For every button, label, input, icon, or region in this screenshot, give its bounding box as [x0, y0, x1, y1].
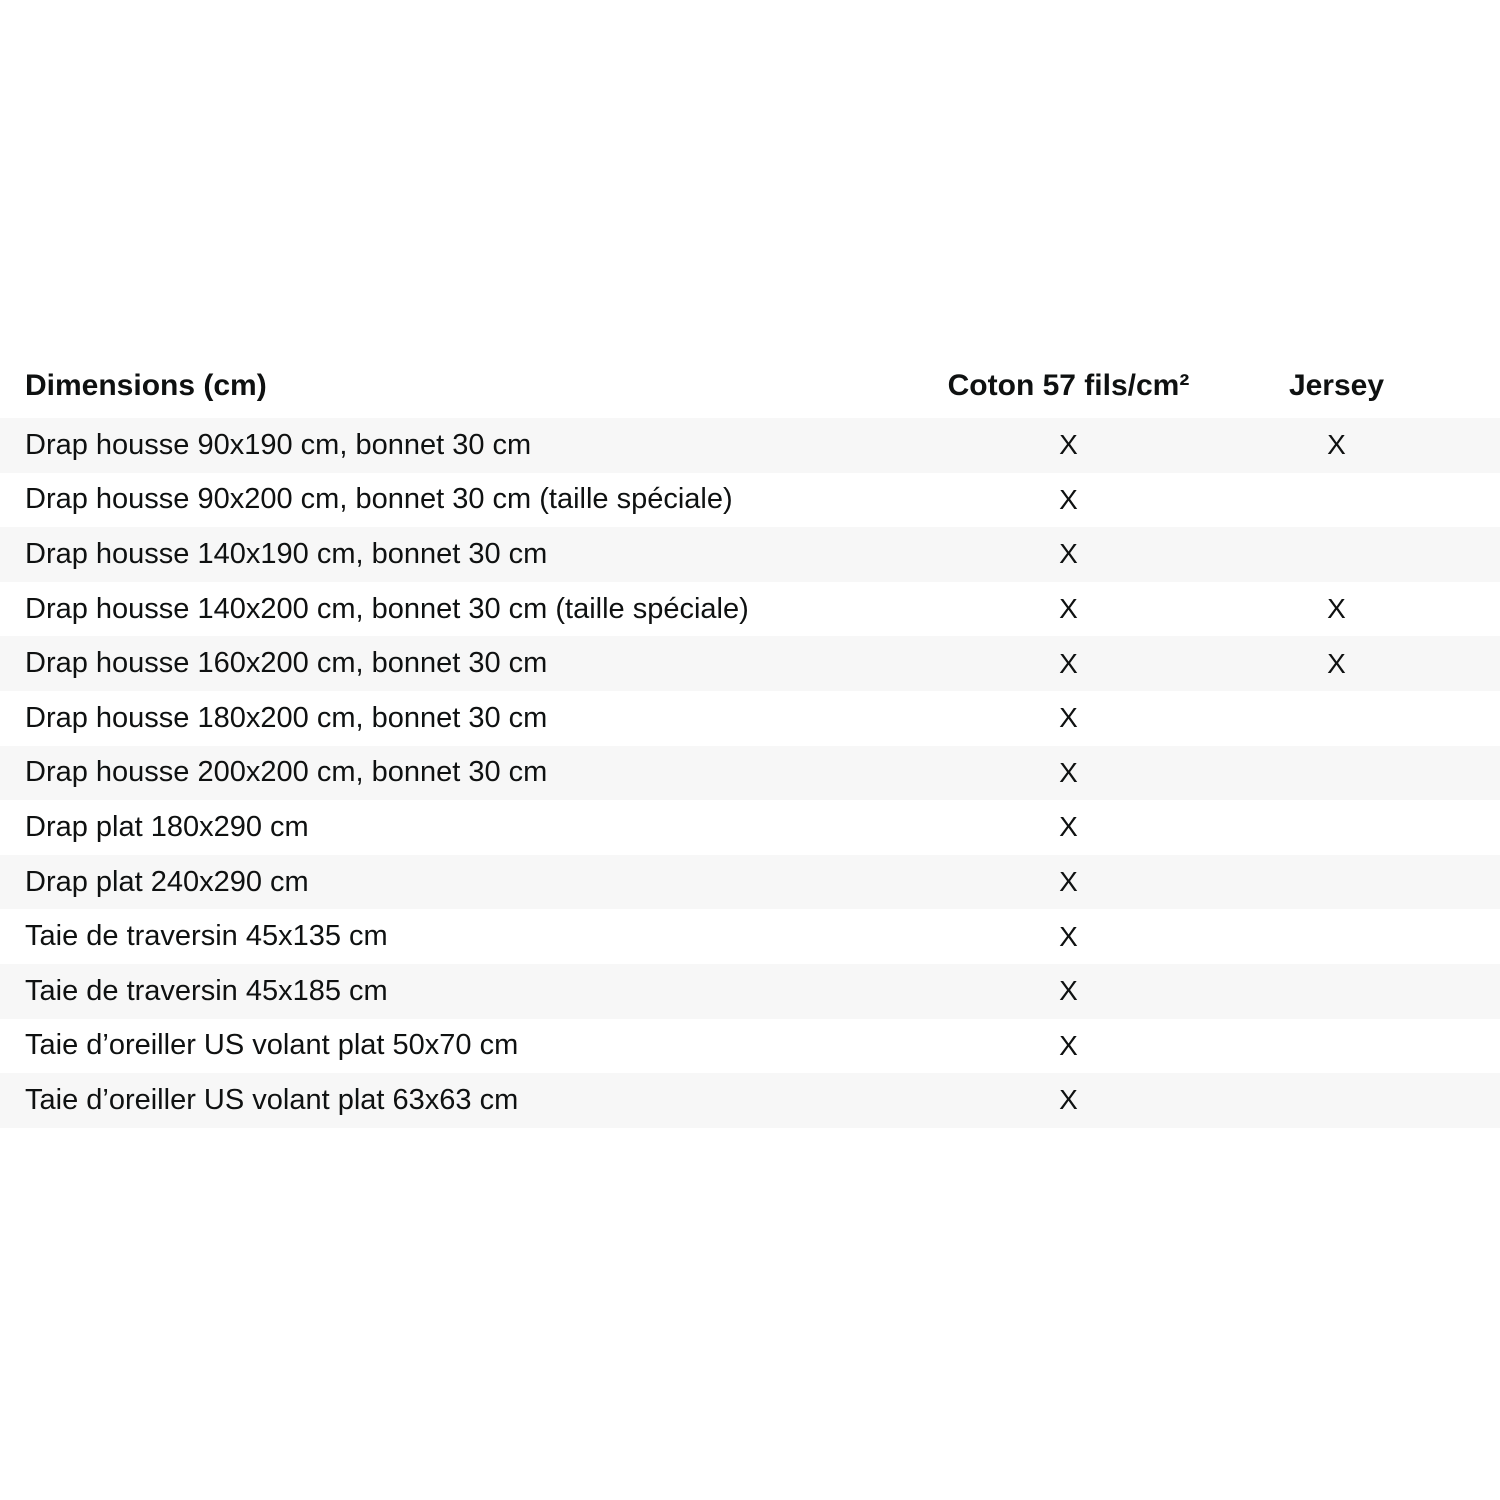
table-row	[0, 636, 1500, 691]
table-row	[0, 1019, 1500, 1074]
row-label: Drap housse 90x190 cm, bonnet 30 cm	[25, 428, 532, 461]
table-row	[0, 909, 1500, 964]
row-label: Drap housse 160x200 cm, bonnet 30 cm	[25, 647, 548, 680]
table-row	[0, 800, 1500, 855]
table-row	[0, 746, 1500, 801]
row-label: Drap housse 90x200 cm, bonnet 30 cm (taille spéciale)	[25, 483, 733, 516]
column-header-jersey: Jersey	[1288, 369, 1385, 402]
coton-mark: X	[1059, 538, 1078, 570]
coton-mark: X	[1059, 483, 1078, 515]
row-label: Drap plat 240x290 cm	[25, 865, 309, 898]
table-row	[0, 691, 1500, 746]
coton-mark: X	[1059, 593, 1078, 625]
row-label: Taie d’oreiller US volant plat 63x63 cm	[25, 1083, 519, 1116]
jersey-mark: X	[1327, 647, 1346, 679]
table-body	[0, 418, 1500, 1128]
row-label: Drap housse 140x190 cm, bonnet 30 cm	[25, 537, 548, 570]
jersey-mark: X	[1327, 593, 1346, 625]
table-row	[0, 527, 1500, 582]
column-header-coton: Coton 57 fils/cm²	[947, 369, 1190, 402]
coton-mark: X	[1059, 1084, 1078, 1116]
row-label: Drap housse 200x200 cm, bonnet 30 cm	[25, 756, 548, 789]
table-row	[0, 1073, 1500, 1128]
row-label: Taie de traversin 45x135 cm	[25, 920, 388, 953]
jersey-mark: X	[1327, 429, 1346, 461]
size-comparison-table	[0, 354, 1500, 1128]
coton-mark: X	[1059, 702, 1078, 734]
row-label: Drap plat 180x290 cm	[25, 810, 309, 843]
table-row	[0, 855, 1500, 910]
coton-mark: X	[1059, 429, 1078, 461]
column-header-dimensions: Dimensions (cm)	[25, 369, 267, 402]
coton-mark: X	[1059, 975, 1078, 1007]
coton-mark: X	[1059, 647, 1078, 679]
coton-mark: X	[1059, 866, 1078, 898]
table-row	[0, 582, 1500, 637]
table-row	[0, 964, 1500, 1019]
row-label: Drap housse 140x200 cm, bonnet 30 cm (taille spéciale)	[25, 592, 749, 625]
coton-mark: X	[1059, 756, 1078, 788]
row-label: Taie d’oreiller US volant plat 50x70 cm	[25, 1029, 519, 1062]
row-label: Drap housse 180x200 cm, bonnet 30 cm	[25, 701, 548, 734]
row-label: Taie de traversin 45x185 cm	[25, 974, 388, 1007]
table-row	[0, 473, 1500, 528]
table-row	[0, 418, 1500, 473]
coton-mark: X	[1059, 811, 1078, 843]
coton-mark: X	[1059, 920, 1078, 952]
table-header-row	[0, 354, 1500, 418]
coton-mark: X	[1059, 1029, 1078, 1061]
